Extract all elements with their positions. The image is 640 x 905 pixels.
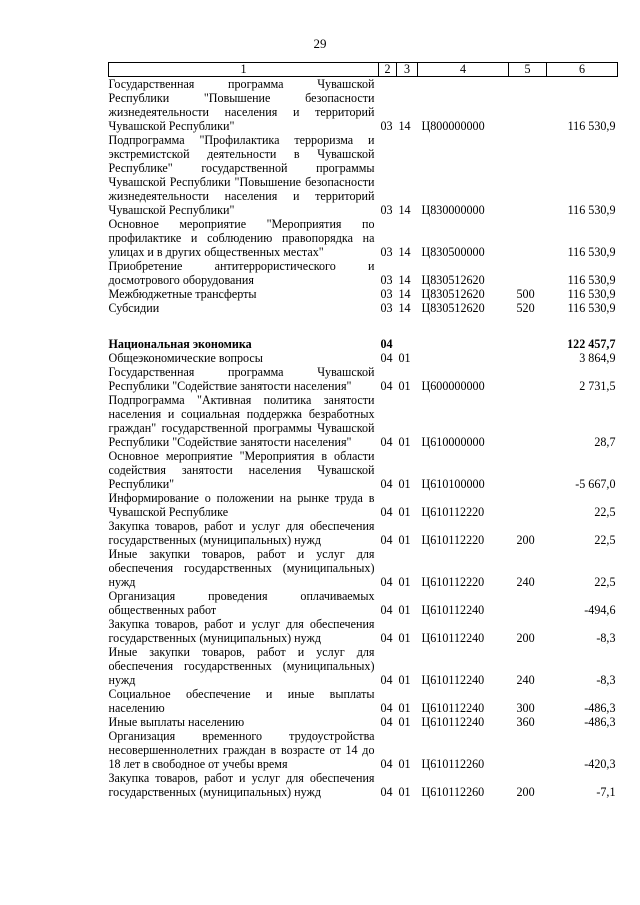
spacer-cell bbox=[109, 315, 618, 337]
column-header: 1 bbox=[109, 63, 379, 77]
row-amount: 116 530,9 bbox=[567, 203, 616, 217]
row-section: 04 bbox=[380, 351, 393, 365]
row-expense-kind bbox=[509, 217, 547, 259]
row-target-article: Ц830512620 bbox=[421, 273, 485, 287]
spacer-row bbox=[109, 315, 618, 337]
row-target-article bbox=[418, 351, 509, 365]
row-subsection: 01 bbox=[398, 715, 411, 729]
row-section: 04 bbox=[380, 673, 393, 687]
row-expense-kind bbox=[509, 351, 547, 365]
row-name: Государственная программа Чувашской Республики "Содействие занятости населения" bbox=[108, 365, 375, 393]
row-subsection: 01 bbox=[398, 631, 411, 645]
row-name: Национальная экономика bbox=[108, 337, 252, 351]
row-subsection: 14 bbox=[398, 287, 411, 301]
row-target-article: Ц610112240 bbox=[421, 715, 485, 729]
row-section: 03 bbox=[380, 203, 393, 217]
row-target-article: Ц610100000 bbox=[421, 477, 485, 491]
table-row bbox=[109, 771, 618, 799]
row-amount: 116 530,9 bbox=[567, 245, 616, 259]
row-section: 04 bbox=[380, 701, 393, 715]
row-expense-kind bbox=[509, 337, 547, 351]
row-section: 04 bbox=[380, 785, 393, 799]
row-section: 04 bbox=[380, 533, 393, 547]
row-name: Подпрограмма "Профилактика терроризма и экстремистской деятельности в Чувашской Республике" государственной программы Чувашской Республики "Повышение безопасности жизнедеятельности населения и территорий Чувашской Республики" bbox=[108, 133, 375, 217]
row-expense-kind bbox=[509, 449, 547, 491]
row-name: Субсидии bbox=[108, 301, 160, 315]
row-expense-kind: 500 bbox=[516, 287, 535, 301]
row-section: 04 bbox=[380, 505, 393, 519]
row-subsection: 14 bbox=[398, 203, 411, 217]
row-amount: -420,3 bbox=[584, 757, 616, 771]
table-row bbox=[109, 449, 618, 491]
row-target-article: Ц610112260 bbox=[421, 757, 485, 771]
row-expense-kind bbox=[509, 491, 547, 519]
row-section: 04 bbox=[380, 603, 393, 617]
row-section: 04 bbox=[380, 477, 393, 491]
table-row bbox=[109, 259, 618, 287]
row-amount: -494,6 bbox=[584, 603, 616, 617]
row-name: Организация временного трудоустройства несовершеннолетних граждан в возрасте от 14 до 18 лет в свободное от учебы время bbox=[108, 729, 375, 771]
row-target-article: Ц610112240 bbox=[421, 631, 485, 645]
row-expense-kind bbox=[509, 365, 547, 393]
row-target-article: Ц610112220 bbox=[421, 533, 485, 547]
row-section: 03 bbox=[380, 119, 393, 133]
row-amount: 22,5 bbox=[594, 505, 616, 519]
table-row bbox=[109, 491, 618, 519]
row-target-article: Ц610000000 bbox=[421, 435, 485, 449]
row-amount: -486,3 bbox=[584, 701, 616, 715]
table-row bbox=[109, 729, 618, 771]
row-name: Государственная программа Чувашской Республики "Повышение безопасности жизнедеятельности населения и территорий Чувашской Республики" bbox=[108, 77, 375, 133]
row-subsection: 01 bbox=[398, 435, 411, 449]
row-name: Закупка товаров, работ и услуг для обеспечения государственных (муниципальных) нужд bbox=[108, 519, 375, 547]
row-target-article: Ц610112260 bbox=[421, 785, 485, 799]
row-expense-kind: 240 bbox=[516, 673, 535, 687]
row-section: 04 bbox=[380, 435, 393, 449]
row-amount: 28,7 bbox=[594, 435, 616, 449]
table-row bbox=[109, 715, 618, 729]
column-header: 2 bbox=[379, 63, 397, 77]
row-expense-kind: 520 bbox=[516, 301, 535, 315]
row-amount: -7,1 bbox=[596, 785, 616, 799]
table-row bbox=[109, 365, 618, 393]
row-section: 04 bbox=[380, 631, 393, 645]
row-amount: 3 864,9 bbox=[579, 351, 616, 365]
row-target-article: Ц830512620 bbox=[421, 301, 485, 315]
row-subsection: 01 bbox=[398, 351, 411, 365]
row-target-article: Ц830500000 bbox=[421, 245, 485, 259]
row-subsection: 01 bbox=[398, 603, 411, 617]
column-header: 3 bbox=[397, 63, 418, 77]
row-expense-kind bbox=[509, 259, 547, 287]
row-target-article: Ц610112240 bbox=[421, 603, 485, 617]
row-section: 03 bbox=[380, 245, 393, 259]
row-amount: 2 731,5 bbox=[579, 379, 616, 393]
table-row bbox=[109, 217, 618, 259]
row-amount: 122 457,7 bbox=[567, 337, 616, 351]
table-row bbox=[109, 589, 618, 617]
row-target-article: Ц610112220 bbox=[421, 505, 485, 519]
row-subsection: 01 bbox=[398, 505, 411, 519]
row-expense-kind bbox=[509, 589, 547, 617]
row-target-article bbox=[418, 337, 509, 351]
row-subsection: 01 bbox=[398, 785, 411, 799]
row-name: Основное мероприятие "Мероприятия в области содействия занятости населения Чувашской Республики" bbox=[108, 449, 375, 491]
row-section: 04 bbox=[380, 575, 393, 589]
row-target-article: Ц600000000 bbox=[421, 379, 485, 393]
row-amount: 22,5 bbox=[594, 533, 616, 547]
row-subsection: 01 bbox=[398, 533, 411, 547]
row-subsection bbox=[397, 337, 418, 351]
table-row bbox=[109, 519, 618, 547]
table-row bbox=[109, 337, 618, 351]
row-name: Основное мероприятие "Мероприятия по профилактике и соблюдению правопорядка на улицах и в других общественных местах" bbox=[108, 217, 375, 259]
row-amount: -5 667,0 bbox=[575, 477, 616, 491]
row-name: Информирование о положении на рынке труда в Чувашской Республике bbox=[108, 491, 375, 519]
table-row bbox=[109, 301, 618, 315]
row-name: Закупка товаров, работ и услуг для обеспечения государственных (муниципальных) нужд bbox=[108, 617, 375, 645]
row-amount: 116 530,9 bbox=[567, 301, 616, 315]
table-row bbox=[109, 351, 618, 365]
row-amount: 116 530,9 bbox=[567, 119, 616, 133]
row-subsection: 14 bbox=[398, 301, 411, 315]
row-section: 03 bbox=[380, 287, 393, 301]
row-target-article: Ц610112240 bbox=[421, 673, 485, 687]
row-expense-kind: 200 bbox=[516, 785, 535, 799]
row-subsection: 14 bbox=[398, 119, 411, 133]
row-amount: -8,3 bbox=[596, 631, 616, 645]
column-header: 5 bbox=[509, 63, 547, 77]
table-row bbox=[109, 645, 618, 687]
row-target-article: Ц610112240 bbox=[421, 701, 485, 715]
budget-table bbox=[108, 62, 618, 799]
page-number: 29 bbox=[313, 36, 327, 51]
row-expense-kind bbox=[509, 729, 547, 771]
row-subsection: 14 bbox=[398, 273, 411, 287]
row-target-article: Ц830512620 bbox=[421, 287, 485, 301]
table-row bbox=[109, 547, 618, 589]
row-expense-kind bbox=[509, 77, 547, 134]
row-name: Общеэкономические вопросы bbox=[108, 351, 263, 365]
row-name: Иные закупки товаров, работ и услуг для обеспечения государственных (муниципальных) нужд bbox=[108, 645, 375, 687]
table-row bbox=[109, 133, 618, 217]
row-name: Организация проведения оплачиваемых общественных работ bbox=[108, 589, 375, 617]
row-section: 04 bbox=[380, 379, 393, 393]
row-expense-kind: 360 bbox=[516, 715, 535, 729]
table-body bbox=[109, 77, 618, 800]
row-expense-kind: 200 bbox=[516, 631, 535, 645]
row-section: 03 bbox=[380, 273, 393, 287]
row-expense-kind: 240 bbox=[516, 575, 535, 589]
row-target-article: Ц830000000 bbox=[421, 203, 485, 217]
row-subsection: 14 bbox=[398, 245, 411, 259]
row-amount: -8,3 bbox=[596, 673, 616, 687]
row-name: Закупка товаров, работ и услуг для обеспечения государственных (муниципальных) нужд bbox=[108, 771, 375, 799]
table-row bbox=[109, 617, 618, 645]
row-section: 03 bbox=[380, 301, 393, 315]
row-name: Приобретение антитеррористического и досмотрового оборудования bbox=[108, 259, 375, 287]
row-amount: 22,5 bbox=[594, 575, 616, 589]
column-header: 6 bbox=[547, 63, 618, 77]
row-section: 04 bbox=[380, 715, 393, 729]
row-expense-kind bbox=[509, 133, 547, 217]
row-section: 04 bbox=[380, 757, 393, 771]
row-name: Подпрограмма "Активная политика занятости населения и социальная поддержка безработных граждан" государственной программы Чувашской Республики "Содействие занятости населения" bbox=[108, 393, 375, 449]
row-target-article: Ц800000000 bbox=[421, 119, 485, 133]
row-name: Иные выплаты населению bbox=[108, 715, 245, 729]
row-amount: -486,3 bbox=[584, 715, 616, 729]
row-subsection: 01 bbox=[398, 477, 411, 491]
table-row bbox=[109, 77, 618, 134]
table-row bbox=[109, 393, 618, 449]
row-subsection: 01 bbox=[398, 673, 411, 687]
header-row bbox=[109, 63, 618, 77]
row-amount: 116 530,9 bbox=[567, 287, 616, 301]
row-subsection: 01 bbox=[398, 575, 411, 589]
table-header bbox=[109, 63, 618, 77]
table-row bbox=[109, 287, 618, 301]
row-name: Социальное обеспечение и иные выплаты населению bbox=[108, 687, 375, 715]
row-amount: 116 530,9 bbox=[567, 273, 616, 287]
row-subsection: 01 bbox=[398, 701, 411, 715]
row-name: Иные закупки товаров, работ и услуг для обеспечения государственных (муниципальных) нужд bbox=[108, 547, 375, 589]
row-subsection: 01 bbox=[398, 757, 411, 771]
row-target-article: Ц610112220 bbox=[421, 575, 485, 589]
row-name: Межбюджетные трансферты bbox=[108, 287, 257, 301]
column-header: 4 bbox=[418, 63, 509, 77]
table-row bbox=[109, 687, 618, 715]
row-section: 04 bbox=[380, 337, 393, 351]
row-expense-kind: 300 bbox=[516, 701, 535, 715]
row-subsection: 01 bbox=[398, 379, 411, 393]
row-expense-kind: 200 bbox=[516, 533, 535, 547]
row-expense-kind bbox=[509, 393, 547, 449]
